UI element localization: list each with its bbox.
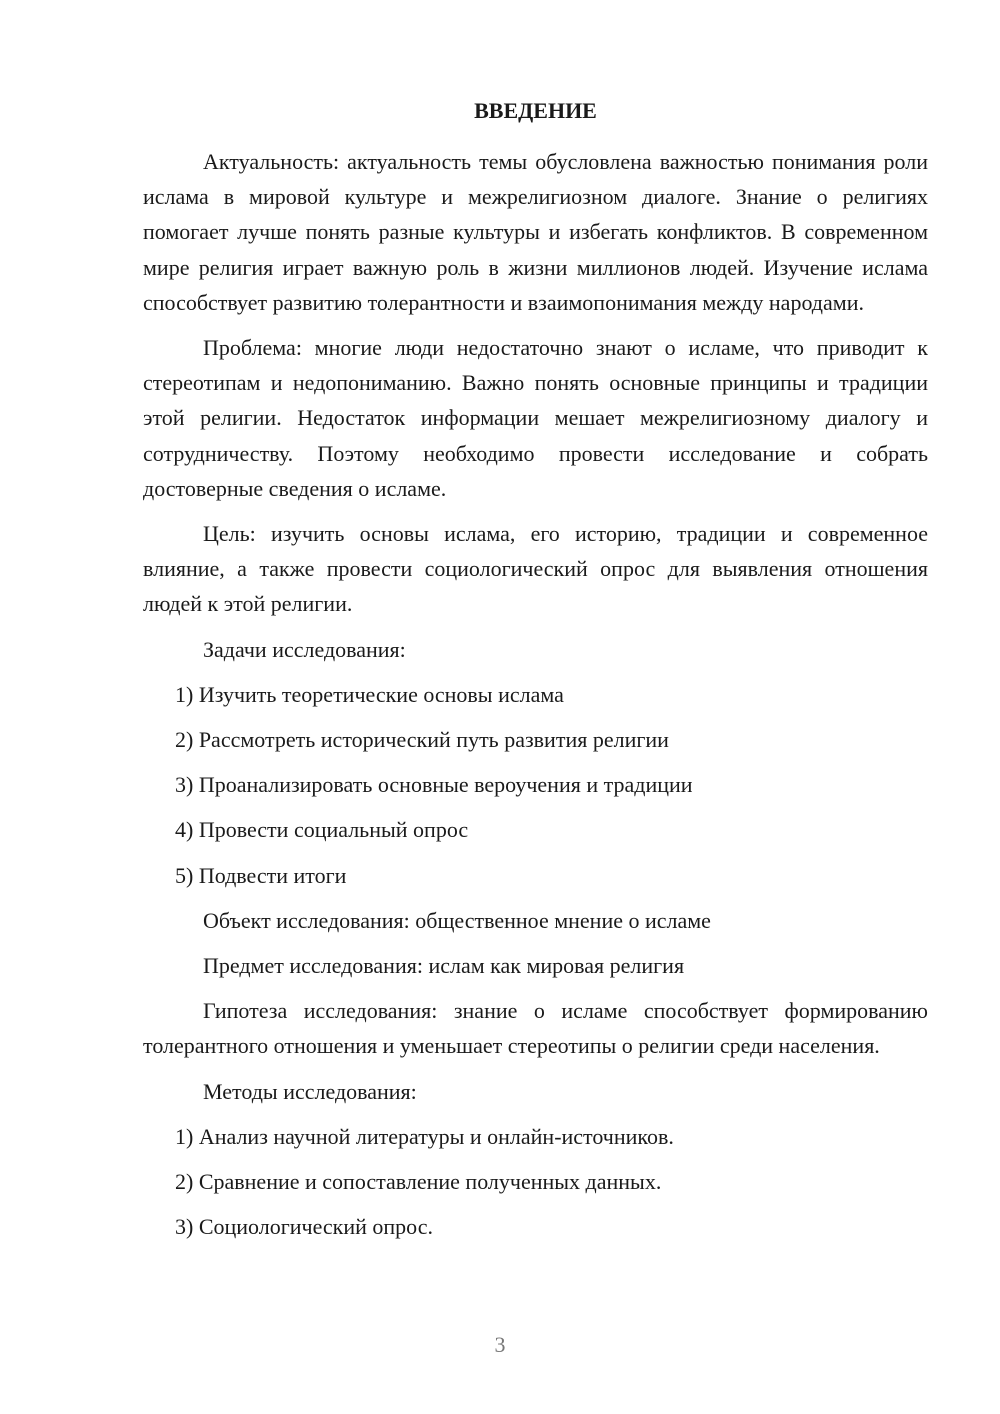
- page-number: 3: [494, 1332, 506, 1357]
- method-item: 3) Социологический опрос.: [175, 1214, 433, 1240]
- task-item: 4) Провести социальный опрос: [175, 817, 469, 843]
- task-item: 5) Подвести итоги: [175, 862, 347, 888]
- goal-paragraph: Цель: изучить основы ислама, его историю, традиции и современное влияние, а также провести социологический опрос для выявления отношения людей к этой религии.: [143, 521, 928, 617]
- problem-paragraph: Проблема: многие люди недостаточно знают о исламе, что приводит к стереотипам и недопониманию. Важно понять основные принципы и традиции этой религии. Недостаток информации мешает межрелигиозному диалогу и сотрудничеству. Поэтому необходимо провести исследование и собрать достоверные сведения о исламе.: [143, 335, 928, 501]
- task-item: 1) Изучить теоретические основы ислама: [175, 681, 564, 707]
- task-item: 3) Проанализировать основные вероучения и традиции: [175, 772, 693, 798]
- research-subject: Предмет исследования: ислам как мировая религия: [203, 953, 685, 979]
- methods-heading: Методы исследования:: [203, 1078, 417, 1104]
- document-page: [143, 96, 928, 1254]
- relevance-paragraph: Актуальность: актуальность темы обусловлена важностью понимания роли ислама в мировой культуре и межрелигиозном диалоге. Знание о религиях помогает лучше понять разные культуры и избегать конфликтов. В современном мире религия играет важную роль в жизни миллионов людей. Изучение ислама способствует развитию толерантности и взаимопонимания между народами.: [143, 149, 928, 315]
- method-item: 1) Анализ научной литературы и онлайн-источников.: [175, 1123, 674, 1149]
- section-title: ВВЕДЕНИЕ: [474, 98, 597, 123]
- tasks-heading: Задачи исследования:: [203, 636, 406, 662]
- task-item: 2) Рассмотреть исторический путь развития религии: [175, 727, 669, 753]
- method-item: 2) Сравнение и сопоставление полученных данных.: [175, 1169, 662, 1195]
- research-object: Объект исследования: общественное мнение о исламе: [203, 907, 711, 933]
- hypothesis-paragraph: Гипотеза исследования: знание о исламе способствует формированию толерантного отношения и уменьшает стереотипы о религии среди населения.: [143, 998, 928, 1059]
